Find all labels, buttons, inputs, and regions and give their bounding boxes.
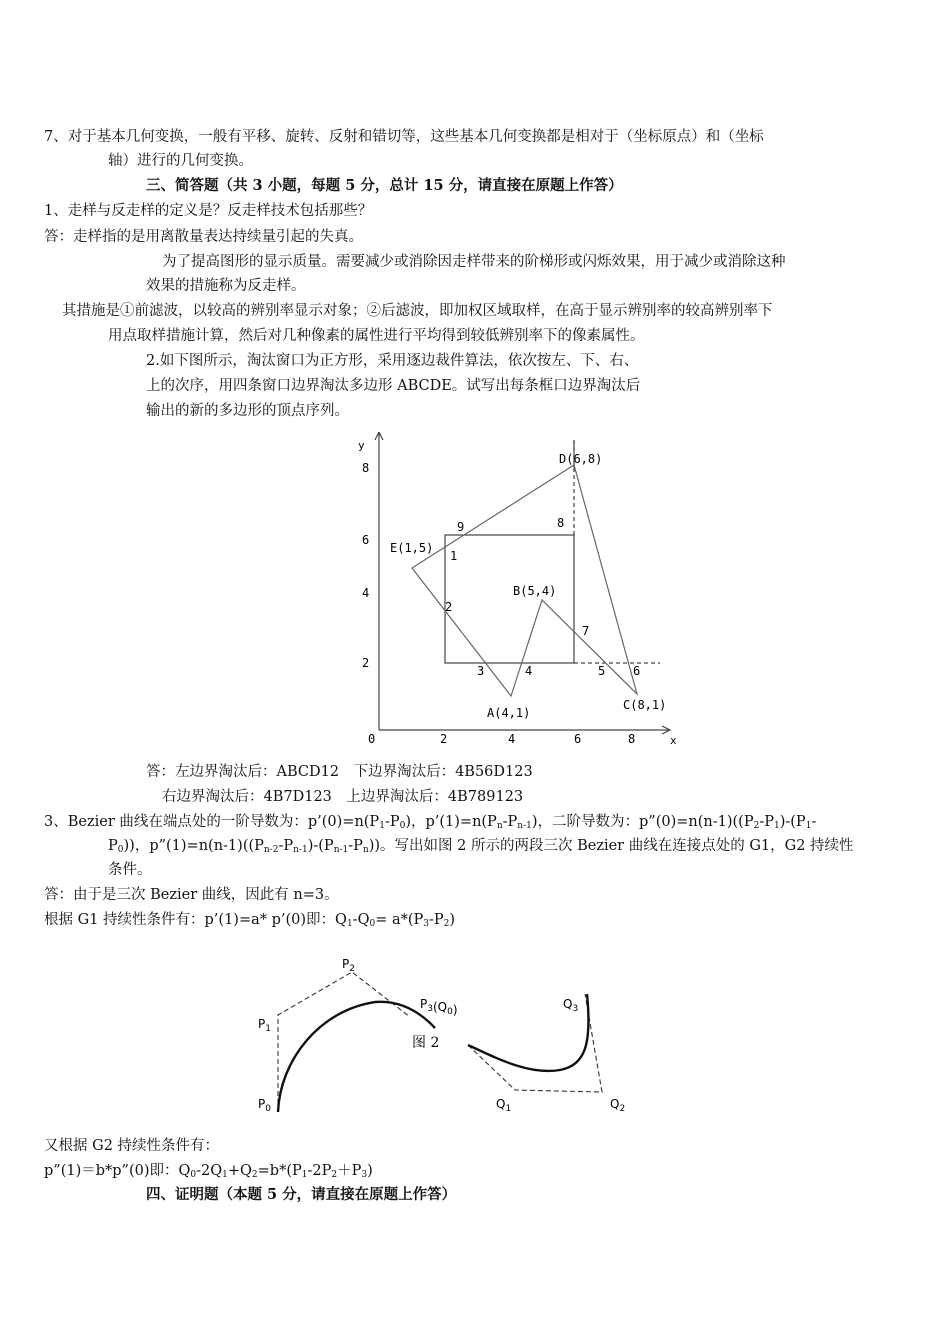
y-tick-2: 2 [362,656,370,670]
s1-answer2b: 效果的措施称为反走样。 [146,278,306,294]
label-P3Q0: $P_3(Q_0)$ [420,997,458,1017]
vertex-label-1: 1 [450,549,458,563]
label-P0: $P_0$ [258,1097,271,1114]
y-tick-8: 8 [362,461,370,475]
x-axis-label: x [670,734,677,747]
label-P2: $P_2$ [342,957,355,974]
origin-label: 0 [368,732,376,746]
vertex-label-6: 6 [633,664,641,678]
vertex-label-4: 4 [525,664,533,678]
x-tick-8: 8 [628,732,636,746]
s2-answer2: 右边界淘汰后：4B7D123 上边界淘汰后：4B789123 [162,789,524,805]
x-tick-2: 2 [440,732,448,746]
point-label-A: A(4,1) [487,706,531,720]
point-label-C: C(8,1) [623,698,667,712]
s1-answer3a: 其措施是①前滤波，以较高的辨别率显示对象；②后滤波，即加权区域取样，在高于显示辨别率的较高辨别率下 [62,303,773,319]
q7-line1: 7、对于基本几何变换，一般有平移、旋转、反射和错切等，这些基本几何变换都是相对于（坐标原点）和（坐标 [44,129,764,145]
s2-question-b: 上的次序，用四条窗口边界淘汰多边形 ABCDE。试写出每条框口边界淘汰后 [146,378,641,394]
y-tick-4: 4 [362,586,370,600]
clipping-figure [340,432,690,748]
label-Q1: $Q_1$ [496,1097,512,1114]
vertex-label-7: 7 [582,624,590,638]
vertex-label-2: 2 [445,600,453,614]
figure-2-caption: 图 2 [412,1035,440,1051]
section4-title: 四、证明题（本题 5 分，请直接在原题上作答） [146,1186,457,1203]
s2-question-c: 输出的新的多边形的顶点序列。 [146,403,349,419]
vertex-label-3: 3 [477,664,485,678]
polygon-ABCDE [412,465,637,696]
s3-line3: 条件。 [108,862,152,878]
s3-line1: 3、Bezier 曲线在端点处的一阶导数为：$p’(0)=n(P_1-P_0)$，$p’(1)=n(P_n-P_{n-1})$，二阶导数为：$p”(0)=n(n-1)((P_2-P_1)-(P_1-$ [44,814,817,831]
vertex-label-9: 9 [457,520,465,534]
s3-answer3: 又根据 G2 持续性条件有： [44,1138,220,1154]
point-label-E: E(1,5) [390,541,434,555]
point-label-D: D(6,8) [559,452,603,466]
point-label-B: B(5,4) [513,584,557,598]
s2-question-a: 2.如下图所示，淘汰窗口为正方形，采用逐边裁件算法，依次按左、下、右、 [146,353,639,369]
s2-answer1: 答：左边界淘汰后：ABCD12 下边界淘汰后：4B56D123 [146,764,533,780]
label-Q2: $Q_2$ [610,1097,626,1114]
y-axis-label: y [358,439,365,452]
clip-window [445,535,574,663]
section3-title: 三、简答题（共 3 小题，每题 5 分，总计 15 分，请直接在原题上作答） [146,177,623,194]
bezier-figure [240,950,640,1122]
x-tick-6: 6 [574,732,582,746]
s1-answer1: 答：走样指的是用离散量表达持续量引起的失真。 [44,229,363,245]
control-polygon-Q [468,994,602,1092]
s3-answer2: 根据 G1 持续性条件有：p’(1)=a* p’(0)即：$Q_1-Q_0= a*(P_3-P_2)$ [44,912,456,929]
s1-answer3b: 用点取样措施计算，然后对几种像素的属性进行平均得到较低辨别率下的像素属性。 [108,328,645,344]
s3-line2: $P_0$))，$p”(1)=n(n-1)((P_{n-2}-P_{n-1})-(P_{n-1}-P_n))$。写出如图 2 所示的两段三次 Bezier 曲线在连接点处的 G1，G2 持续性 [108,838,854,855]
y-tick-6: 6 [362,533,370,547]
s1-question: 1、走样与反走样的定义是？反走样技术包括那些？ [44,203,373,219]
s3-answer4: p”(1)＝b*p”(0)即：$Q_0-2Q_1+Q_2=b*(P_1-2P_2+P_3)$ [44,1163,373,1180]
vertex-label-5: 5 [598,664,606,678]
s3-answer1: 答：由于是三次 Bezier 曲线，因此有 n=3。 [44,887,339,903]
label-P1: $P_1$ [258,1017,271,1034]
control-polygon-P [278,972,410,1112]
s1-answer2a: 为了提高图形的显示质量。需要减少或消除因走样带来的阶梯形或闪烁效果，用于减少或消除这种 [162,254,786,270]
label-Q3: $Q_3$ [563,997,579,1014]
vertex-label-8: 8 [557,516,565,530]
bezier-curve-P [278,1002,435,1112]
q7-line2: 轴）进行的几何变换。 [108,153,253,169]
x-tick-4: 4 [508,732,516,746]
